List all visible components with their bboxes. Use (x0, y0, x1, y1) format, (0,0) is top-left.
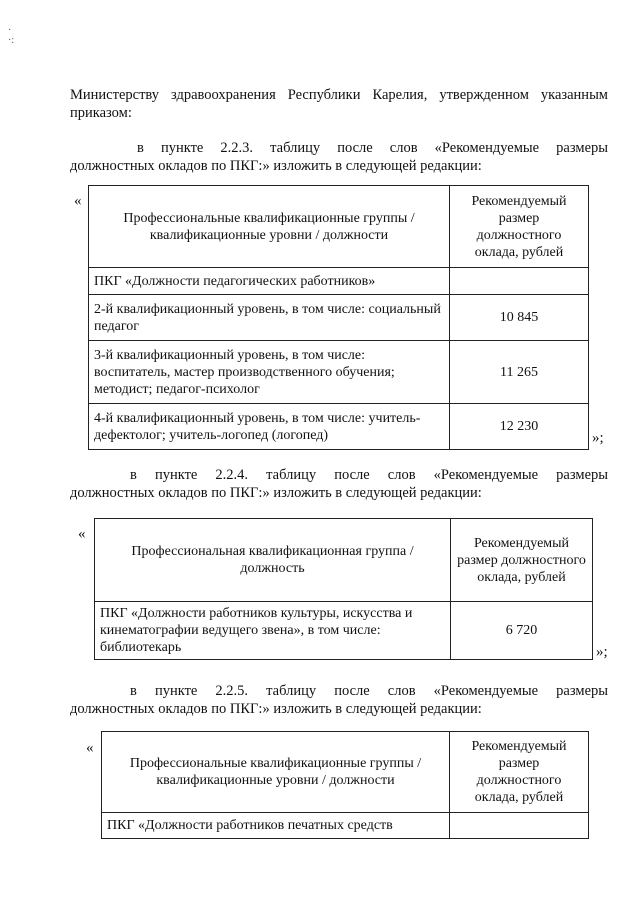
table-row (89, 404, 589, 450)
section3-table (101, 731, 589, 839)
section3-open-quote: « (86, 740, 94, 756)
header-positions: Профессиональные квалификационные группы / квалификационные уровни / должности (89, 186, 450, 268)
section2-close-quote: »; (596, 644, 608, 660)
table-row (95, 602, 593, 660)
intro-paragraph (70, 86, 608, 104)
scan-marks: · ·: (8, 25, 15, 46)
header-salary: Рекомендуемый размер должностного оклада, рублей (450, 732, 589, 813)
intro-line-1: Министерству здравоохранения Республики Карелия, утвержденном указанным (70, 87, 608, 103)
table-row (89, 295, 589, 341)
section1-open-quote: « (74, 193, 82, 209)
row-value: 10 845 (450, 295, 589, 341)
table-row (102, 813, 589, 839)
row-name: 3-й квалификационный уровень, в том числе: воспитатель, мастер производственного обучения; методист; педагог-психолог (89, 341, 450, 404)
section3-instruction-line1: в пункте 2.2.5. таблицу после слов «Рекомендуемые размеры (130, 683, 608, 699)
table-header-row (89, 186, 589, 268)
section2-instruction-line2: должностных окладов по ПКГ:» изложить в следующей редакции: (70, 485, 482, 501)
section1-table (88, 185, 589, 450)
row-name: 4-й квалификационный уровень, в том числе: учитель-дефектолог; учитель-логопед (логопед) (89, 404, 450, 450)
intro-paragraph-end (70, 104, 608, 122)
table-header-row (102, 732, 589, 813)
row-value: 6 720 (451, 602, 593, 660)
row-value (450, 268, 589, 295)
intro-line-2: приказом: (70, 105, 132, 121)
section3-instruction-line2: должностных окладов по ПКГ:» изложить в следующей редакции: (70, 701, 482, 717)
header-position: Профессиональная квалификационная группа / должность (95, 519, 451, 602)
row-name: ПКГ «Должности работников печатных средств (102, 813, 450, 839)
row-name: ПКГ «Должности работников культуры, искусства и кинематографии ведущего звена», в том числе: библиотекарь (95, 602, 451, 660)
header-salary: Рекомендуемый размер должностного оклада, рублей (450, 186, 589, 268)
table-row (89, 341, 589, 404)
row-name: ПКГ «Должности педагогических работников» (89, 268, 450, 295)
table-row (89, 268, 589, 295)
row-name: 2-й квалификационный уровень, в том числе: социальный педагог (89, 295, 450, 341)
row-value: 11 265 (450, 341, 589, 404)
section2-instruction-line1: в пункте 2.2.4. таблицу после слов «Рекомендуемые размеры (130, 467, 608, 483)
section2-table (94, 518, 593, 660)
section1-instruction-line2: должностных окладов по ПКГ:» изложить в следующей редакции: (70, 158, 482, 174)
section1-instruction-line1: в пункте 2.2.3. таблицу после слов «Рекомендуемые размеры (137, 140, 608, 156)
header-positions: Профессиональные квалификационные группы / квалификационные уровни / должности (102, 732, 450, 813)
section2-open-quote: « (78, 526, 86, 542)
section1-close-quote: »; (592, 430, 604, 446)
header-salary: Рекомендуемый размер должностного оклада, рублей (451, 519, 593, 602)
row-value: 12 230 (450, 404, 589, 450)
table-header-row (95, 519, 593, 602)
row-value (450, 813, 589, 839)
